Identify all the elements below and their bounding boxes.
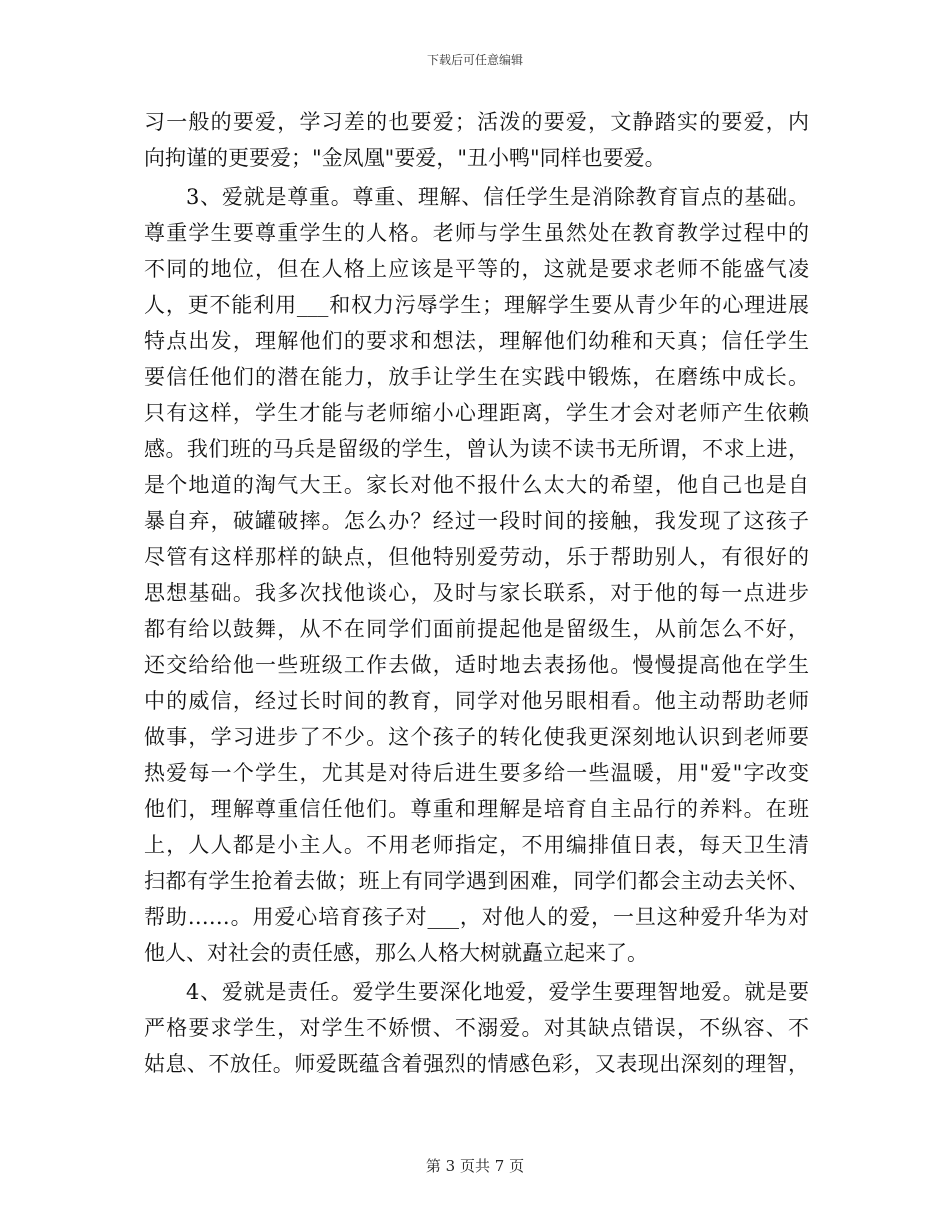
text-line: 中的威信，经过长时间的教育，同学对他另眼相看。他主动帮助老师 [144,689,809,713]
paragraph-start-line: 3、爱就是尊重。尊重、理解、信任学生是消除教育盲点的基础。 [186,185,809,209]
text-line: 热爱每一个学生，尤其是对待后进生要多给一些温暖，用"爱"字改变 [144,761,809,785]
text-line: 帮助……。用爱心培育孩子对___，对他人的爱，一旦这种爱升华为对 [144,905,809,929]
text-line: 思想基础。我多次找他谈心，及时与家长联系，对于他的每一点进步 [144,581,809,605]
text-line: 上，人人都是小主人。不用老师指定，不用编排值日表，每天卫生清 [144,833,809,857]
text-line: 不同的地位，但在人格上应该是平等的，这就是要求老师不能盛气凌 [144,257,809,281]
text-line: 尽管有这样那样的缺点，但他特别爱劳动，乐于帮助别人，有很好的 [144,545,809,569]
text-line: 向拘谨的更要爱；"金凤凰"要爱，"丑小鸭"同样也要爱。 [144,146,666,170]
text-line: 做事，学习进步了不少。这个孩子的转化使我更深刻地认识到老师要 [144,725,809,749]
text-line: 他们，理解尊重信任他们。尊重和理解是培育自主品行的养料。在班 [144,797,809,821]
text-line: 习一般的要爱，学习差的也要爱；活泼的要爱，文静踏实的要爱，内 [144,110,809,134]
page-header: 下载后可任意编辑 [426,53,523,67]
text-line: 严格要求学生，对学生不娇惯、不溺爱。对其缺点错误，不纵容、不 [144,1016,809,1040]
text-line: 扫都有学生抢着去做；班上有同学遇到困难，同学们都会主动去关怀、 [144,869,809,893]
text-line: 人，更不能利用___和权力污辱学生；理解学生要从青少年的心理进展 [144,293,809,317]
text-line: 是个地道的淘气大王。家长对他不报什么太大的希望，他自己也是自 [144,473,809,497]
text-line: 尊重学生要尊重学生的人格。老师与学生虽然处在教育教学过程中的 [144,221,809,245]
page-number: 第 3 页共 7 页 [425,1157,525,1175]
text-line: 要信任他们的潜在能力，放手让学生在实践中锻炼，在磨练中成长。 [144,365,809,389]
text-line: 感。我们班的马兵是留级的学生，曾认为读不读书无所谓，不求上进， [144,437,809,461]
text-line: 只有这样，学生才能与老师缩小心理距离，学生才会对老师产生依赖 [144,401,809,425]
text-line: 还交给给他一些班级工作去做，适时地去表扬他。慢慢提高他在学生 [144,653,809,677]
text-line: 特点出发，理解他们的要求和想法，理解他们幼稚和天真；信任学生 [144,329,809,353]
text-line: 他人、对社会的责任感，那么人格大树就矗立起来了。 [144,941,648,965]
document-body [144,104,809,1082]
text-line: 姑息、不放任。师爱既蕴含着强烈的情感色彩，又表现出深刻的理智， [144,1052,809,1076]
text-line: 都有给以鼓舞，从不在同学们面前提起他是留级生，从前怎么不好， [144,617,809,641]
paragraph-start-line: 4、爱就是责任。爱学生要深化地爱，爱学生要理智地爱。就是要 [186,980,809,1004]
text-line: 暴自弃，破罐破摔。怎么办？经过一段时间的接触，我发现了这孩子 [144,509,809,533]
